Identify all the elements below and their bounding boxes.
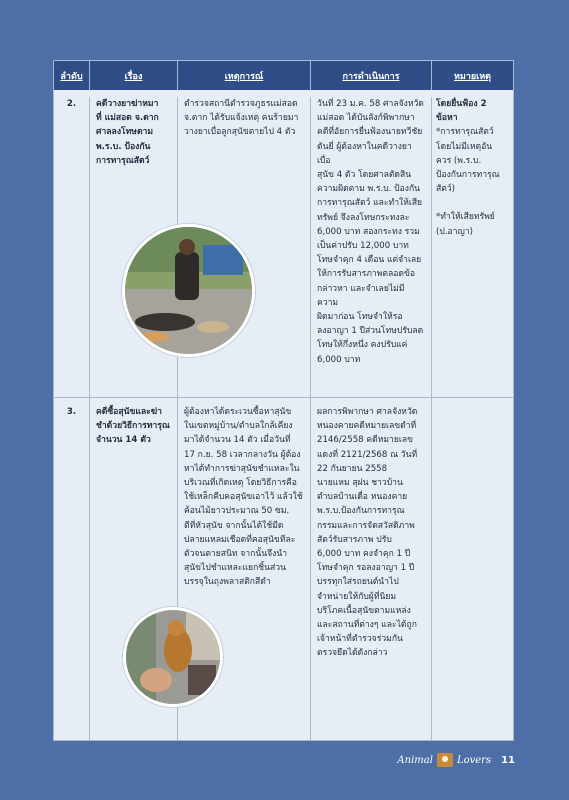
row-2-note [432, 97, 513, 455]
action-line: 2146/2558 คดีหมายเลข [317, 435, 413, 446]
action-line: 6,000 บาท [317, 354, 361, 365]
note-line: ป้องกันการทารุณ [436, 170, 500, 181]
note-line: ข้อหา [436, 113, 458, 124]
header-note: หมายเหตุ [432, 61, 513, 90]
event-line: มาได้จำนวน 14 ตัว เมื่อวันที่ [184, 435, 291, 446]
action-line: และสถานที่ต่างๆ และได้ถูก [317, 620, 417, 631]
action-line: กล่าวหา และจำเลยไม่มีความ [317, 283, 405, 308]
action-line: สัตว์รับสารภาพ ปรับ [317, 534, 392, 545]
event-line: ผู้ต้องหาได้ตระเวนซื้อหาสุนัข [184, 407, 292, 417]
page-footer [397, 753, 515, 767]
row-2-number: 2. [54, 97, 90, 455]
row-3-event [178, 405, 311, 740]
event-line: ตัวจนตายสนิท จากนั้นจึงนำ [184, 549, 288, 560]
action-line: สุนัข 4 ตัว โดยศาลตัดสิน [317, 170, 412, 181]
action-line: 6,000 บาท คงจำคุก 1 ปี [317, 549, 411, 560]
row-3-action [311, 405, 432, 740]
action-line: 6,000 บาท สองกระทง รวม [317, 226, 420, 237]
action-line: ตำบลบ้านเดื่อ หนองคาย [317, 492, 408, 503]
note-line: *ทำให้เสียทรัพย์ [436, 212, 495, 223]
row-3-number: 3. [54, 405, 90, 740]
note-line: สัตว์) [436, 184, 456, 195]
title-line: ชำด้วยวิธีการทารุณ [96, 421, 170, 432]
title-line: จำนวน 14 ตัว [96, 435, 151, 446]
row-3-note [432, 405, 513, 740]
action-line: คดีที่อัยการยื่นฟ้องนายทวีชัย [317, 127, 423, 138]
action-line: เจ้าหน้าที่ตำรวจร่วมกัน [317, 634, 403, 645]
action-line: กรรมและการจัดสวัสดิภาพ [317, 520, 415, 531]
action-line: โทษจำคุก รอลงอาญา 1 ปี [317, 563, 415, 574]
action-line: 22 กันยายน 2558 [317, 463, 388, 474]
event-line: บริเวณที่เกิดเหตุ โดยวิธีการคือ [184, 478, 297, 489]
event-line: ตีที่หัวสุนัข จากนั้นได้ใช้มีด [184, 520, 284, 531]
row-2-action [311, 97, 432, 455]
action-line: วันที่ 23 ม.ค. 58 ศาลจังหวัด [317, 99, 424, 109]
event-line: หาได้ทำการฆ่าสุนัขชำแหละใน [184, 463, 300, 474]
title-line: คดีวางยาฆ่าหมา [96, 99, 159, 109]
action-line: เป็นค่าปรับ 12,000 บาท [317, 241, 409, 252]
action-line: โทษให้กึ่งหนึ่ง คงปรับแค่ [317, 340, 408, 351]
note-line: (ป.อาญา) [436, 226, 474, 237]
action-line: บรรทุกใส่รถยนต์นำไป [317, 577, 399, 588]
action-line: ทรัพย์ จึงลงโทษกระทงละ [317, 212, 410, 223]
action-line: พ.ร.บ.ป้องกันการทารุณ [317, 506, 405, 517]
event-line: ปลายแหลมเชือดที่คอสุนัขทีละ [184, 534, 296, 545]
event-line: ใช้เหล็กคีบคอสุนัขเอาไว้ แล้วใช้ [184, 492, 303, 503]
action-line: ให้การรับสารภาพตลอดข้อ [317, 269, 416, 280]
photo-dogs-poisoned [122, 224, 255, 357]
title-line: พ.ร.บ. ป้องกัน [96, 141, 151, 152]
header-number: ลำดับ [54, 61, 90, 90]
event-line: จ.ตาก ได้รับแจ้งเหตุ คนร้ายมา [184, 113, 299, 124]
note-line: โดยยื่นฟ้อง 2 [436, 99, 487, 109]
action-line: โทษจำคุก 4 เดือน แต่จำเลย [317, 255, 422, 266]
action-line: แดงที่ 2121/2568 ณ วันที่ [317, 449, 418, 460]
event-line: บรรจุในถุงพลาสติกสีดำ [184, 577, 271, 588]
note-line: ควร (พ.ร.บ. [436, 155, 482, 166]
action-line: แม่สอด ได้บันลังก์พิพากษา [317, 113, 415, 124]
event-line: สุนัขไปชำแหละแยกชิ้นส่วน [184, 563, 286, 574]
action-line: หนองคายคดีหมายเลขดำที่ [317, 421, 417, 432]
page-number: 11 [501, 754, 515, 766]
header-subject: เรื่อง [90, 61, 178, 90]
note-line: โดยไม่มีเหตุอัน [436, 141, 493, 152]
event-line: ในเขตหมู่บ้าน/ตำบลใกล้เคียง [184, 421, 293, 432]
action-line: ความผิดตาม พ.ร.บ. ป้องกัน [317, 184, 421, 195]
action-line: ผิดมาก่อน โทษจำให้รอ [317, 312, 403, 323]
title-line: คดีซื้อสุนัขและฆ่า [96, 407, 162, 417]
row-divider [54, 397, 513, 398]
title-line: การทารุณสัตว์ [96, 155, 150, 166]
action-line: ตันยี่ ผู้ต้องหาในคดีวางยาเบื่อ [317, 141, 412, 166]
event-line: 17 ก.ย. 58 เวลากลางวัน ผู้ต้อง [184, 449, 301, 460]
header-action: การดำเนินการ [311, 61, 432, 90]
header-event: เหตุการณ์ [178, 61, 311, 90]
action-line: จำหน่ายให้กับผู้ที่นิยม [317, 591, 397, 602]
note-line: *การทารุณสัตว์ [436, 127, 494, 138]
action-line: บริโภคเนื้อสุนัขตามแหล่ง [317, 605, 411, 616]
animal-lovers-logo-icon [437, 753, 453, 767]
action-line: ลงอาญา 1 ปีส่วนโทษปรับลด [317, 326, 424, 337]
event-line: ตำรวจสถานีตำรวจภูธรแม่สอด [184, 99, 298, 109]
action-line: นายแหม สุฝน ชาวบ้าน [317, 478, 403, 489]
event-line: ค้อนไม้ยาวประมาณ 50 ซม. [184, 506, 290, 517]
case-table [53, 60, 514, 741]
event-line: วางยาเบื่อลูกสุนัขตายไป 4 ตัว [184, 127, 296, 138]
action-line: การทารุณสัตว์ และทำให้เสีย [317, 198, 423, 209]
note-line [436, 196, 509, 210]
action-line: ตรวจยึดได้ดังกล่าว [317, 648, 388, 659]
brand-lovers: Lovers [456, 754, 492, 766]
title-line: ที่ แม่สอด จ.ตาก [96, 113, 159, 124]
brand-animal: Animal [397, 754, 433, 766]
title-line: ศาลลงโทษตาม [96, 127, 154, 138]
action-line: ผลการพิพากษา ศาลจังหวัด [317, 407, 418, 417]
